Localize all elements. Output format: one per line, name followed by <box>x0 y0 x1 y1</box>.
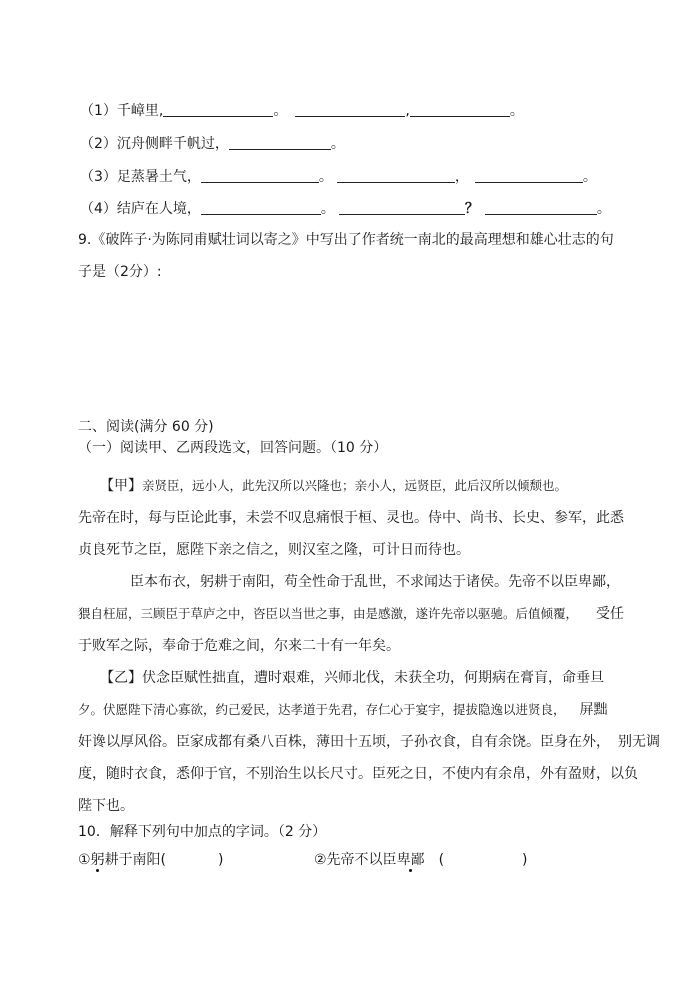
separator: 。 <box>273 103 288 119</box>
paren: ) <box>522 852 528 868</box>
separator: 。 <box>509 103 524 119</box>
question-10 <box>78 822 326 842</box>
passage-jia-line <box>78 636 400 656</box>
passage-yi-line <box>78 732 660 752</box>
paren: ( <box>438 852 445 868</box>
passage-text: 贞良死节之臣，愿陛下亲之信之，则汉室之隆，可计日而待也。 <box>78 542 470 558</box>
passage-text: 屏黜 <box>579 702 608 718</box>
item-number: （1） <box>80 103 117 119</box>
passage-yi-line <box>78 796 134 816</box>
passage-jia-line <box>78 604 624 624</box>
separator: 。 <box>318 169 333 185</box>
item-marker: ① <box>78 852 91 868</box>
dotted-word: 卑鄙 <box>396 852 425 868</box>
passage-text: 奸谗以厚风俗。臣家成都有桑八百株，薄田十五顷，子孙衣食，自有余饶。臣身在外， <box>78 734 610 750</box>
answer-blank[interactable] <box>485 200 597 215</box>
answer-blank[interactable] <box>295 102 405 117</box>
blank-line-3 <box>80 167 597 187</box>
passage-yi-line <box>78 764 638 784</box>
passage-text: 臣本布衣，躬耕于南阳，苟全性命于乱世，不求闻达于诸侯。先帝不以臣卑鄙， <box>130 574 620 590</box>
separator: ， <box>454 169 469 185</box>
item-text: ②先帝不以臣 <box>314 852 397 868</box>
item-number: （2） <box>80 136 117 152</box>
blank-prefix: 足蒸暑土气， <box>116 169 201 185</box>
passage-jia-line <box>100 476 567 496</box>
answer-blank[interactable] <box>163 102 273 117</box>
question-9-text: 子是（2分）: <box>78 264 162 280</box>
answer-blank[interactable] <box>201 200 321 215</box>
separator: , <box>405 103 410 119</box>
question-9 <box>78 230 614 250</box>
item-number: （4） <box>80 201 117 217</box>
section-subheading <box>78 438 387 458</box>
question-10-item-1 <box>78 850 224 870</box>
answer-blank[interactable] <box>229 135 331 150</box>
separator: ？ <box>464 201 479 217</box>
passage-text: 于败军之际，奉命于危难之间，尔来二十有一年矣。 <box>78 638 400 654</box>
question-10-text: 10．解释下列句中加点的字词。（2 分） <box>78 824 327 840</box>
question-10-item-2 <box>314 850 528 870</box>
passage-label: 【甲】 <box>100 478 142 494</box>
separator: 。 <box>582 169 597 185</box>
passage-jia-line <box>130 572 620 592</box>
answer-blank[interactable] <box>337 168 455 183</box>
passage-text: 别无调 <box>618 734 660 750</box>
section-instructions: （一）阅读甲、乙两段选文，回答问题。（10 分） <box>78 440 388 456</box>
blank-line-1 <box>80 101 524 121</box>
passage-yi-line <box>78 700 608 720</box>
blank-prefix: 千嶂里, <box>116 103 164 119</box>
separator: 。 <box>320 201 335 217</box>
section-heading <box>78 417 214 437</box>
passage-yi-line <box>100 668 604 688</box>
dotted-word: 躬 <box>90 852 105 868</box>
item-text: 耕于南阳( <box>104 852 167 868</box>
question-9-cont <box>78 262 162 282</box>
blank-prefix: 结庐在人境， <box>116 201 201 217</box>
section-title: 二、阅读(满分 60 分) <box>78 419 214 435</box>
passage-text: 受任 <box>596 606 625 622</box>
answer-blank[interactable] <box>410 102 510 117</box>
passage-text: 先帝在时，每与臣论此事，未尝不叹息痛恨于桓、灵也。侍中、尚书、长史、参军，此悉 <box>78 510 624 526</box>
answer-blank[interactable] <box>339 200 465 215</box>
passage-text: 亲贤臣，远小人，此先汉所以兴隆也；亲小人，远贤臣，此后汉所以倾颓也。 <box>142 478 568 493</box>
passage-jia-line <box>78 508 624 528</box>
blank-line-2 <box>80 134 345 154</box>
passage-label: 【乙】 <box>100 670 142 686</box>
passage-text: 猥自枉屈，三顾臣于草庐之中，咨臣以当世之事，由是感激，遂许先帝以驱驰。后值倾覆， <box>78 606 579 621</box>
passage-text: 伏念臣赋性拙直，遭时艰难，兴师北伐，未获全功，何期病在膏肓，命垂旦 <box>142 670 604 686</box>
passage-text: 夕。伏愿陛下清心寡欲，约己爱民，达孝道于先君，存仁心于宴宇，提拔隐逸以进贤良， <box>78 702 566 717</box>
separator: 。 <box>330 136 345 152</box>
paren: ) <box>218 852 224 868</box>
answer-blank[interactable] <box>475 168 583 183</box>
passage-jia-line <box>78 540 470 560</box>
question-9-text: 9.《破阵子·为陈同甫赋壮词以寄之》中写出了作者统一南北的最高理想和雄心壮志的句 <box>78 232 614 248</box>
separator: 。 <box>596 201 611 217</box>
blank-prefix: 沉舟侧畔千帆过， <box>116 136 229 152</box>
blank-line-4 <box>80 199 611 219</box>
passage-text: 陛下也。 <box>78 798 134 814</box>
question-9-answer-area[interactable] <box>78 292 618 382</box>
passage-text: 度，随时衣食，悉仰于官，不别治生以长尺寸。臣死之日，不使内有余帛，外有盈财，以负 <box>78 766 638 782</box>
answer-blank[interactable] <box>201 168 319 183</box>
item-number: （3） <box>80 169 117 185</box>
